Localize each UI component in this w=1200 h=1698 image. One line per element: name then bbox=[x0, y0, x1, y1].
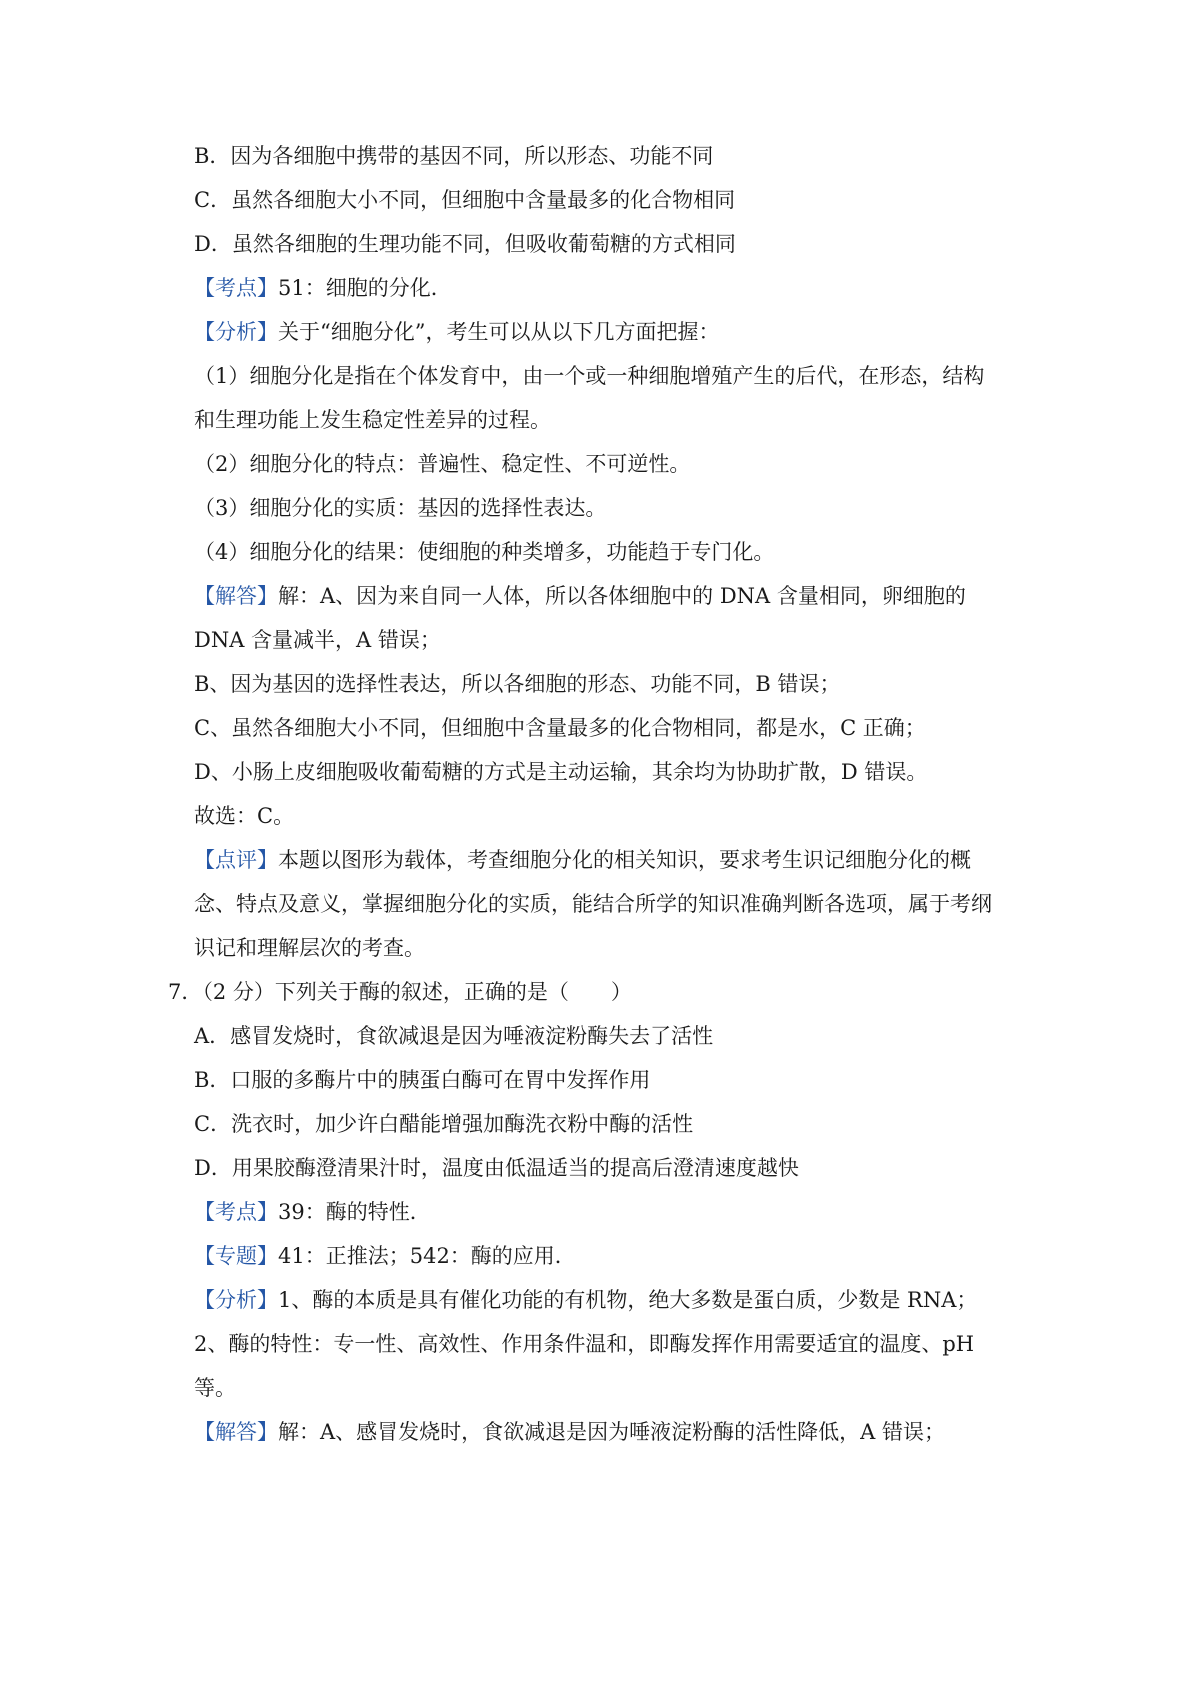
q6-fenxi-p3: （3）细胞分化的实质：基因的选择性表达。 bbox=[194, 496, 607, 520]
q6-fenxi-p1b: 和生理功能上发生稳定性差异的过程。 bbox=[194, 408, 551, 432]
tag-bracket-open: 【 bbox=[194, 1200, 215, 1224]
q6-fenxi-p2: （2）细胞分化的特点：普遍性、稳定性、不可逆性。 bbox=[194, 452, 691, 476]
q6-jieda-d: D、小肠上皮细胞吸收葡萄糖的方式是主动运输，其余均为协助扩散，D 错误。 bbox=[194, 760, 928, 784]
q6-option-c: C．虽然各细胞大小不同，但细胞中含量最多的化合物相同 bbox=[194, 188, 736, 212]
kaodian-text: 51：细胞的分化． bbox=[278, 276, 452, 300]
tag-bracket-close: 】 bbox=[257, 848, 278, 872]
q6-dianping-3: 识记和理解层次的考查。 bbox=[194, 936, 425, 960]
tag-bracket-open: 【 bbox=[194, 1420, 215, 1444]
q7-option-b: B．口服的多酶片中的胰蛋白酶可在胃中发挥作用 bbox=[194, 1068, 651, 1092]
q7-fenxi-2b: 等。 bbox=[194, 1376, 236, 1400]
jieda-tag: 解答 bbox=[215, 1420, 257, 1444]
q6-fenxi-p1a: （1）细胞分化是指在个体发育中，由一个或一种细胞增殖产生的后代，在形态，结构 bbox=[194, 364, 985, 388]
kaodian-text: 39：酶的特性． bbox=[278, 1200, 431, 1224]
kaodian-tag: 考点 bbox=[215, 276, 257, 300]
tag-bracket-close: 】 bbox=[257, 1420, 278, 1444]
q7-zhuanti bbox=[194, 1242, 576, 1270]
q7-fenxi-2a: 2、酶的特性：专一性、高效性、作用条件温和，即酶发挥作用需要适宜的温度、pH bbox=[194, 1332, 975, 1356]
fenxi-text: 关于“细胞分化”，考生可以从以下几方面把握： bbox=[278, 320, 720, 344]
tag-bracket-open: 【 bbox=[194, 320, 215, 344]
fenxi-tag: 分析 bbox=[215, 1288, 257, 1312]
q6-fenxi-p4: （4）细胞分化的结果：使细胞的种类增多，功能趋于专门化。 bbox=[194, 540, 775, 564]
fenxi-tag: 分析 bbox=[215, 320, 257, 344]
tag-bracket-close: 】 bbox=[257, 1244, 278, 1268]
q6-kaodian bbox=[194, 274, 452, 302]
q6-jieda-c: C、虽然各细胞大小不同，但细胞中含量最多的化合物相同，都是水，C 正确； bbox=[194, 716, 926, 740]
q7-fenxi bbox=[194, 1286, 977, 1314]
q6-dianping-2: 念、特点及意义，掌握细胞分化的实质，能结合所学的知识准确判断各选项，属于考纲 bbox=[194, 892, 992, 916]
q7-option-a: A．感冒发烧时，食欲减退是因为唾液淀粉酶失去了活性 bbox=[194, 1024, 714, 1048]
q7-option-d: D．用果胶酶澄清果汁时，温度由低温适当的提高后澄清速度越快 bbox=[194, 1156, 799, 1180]
q7-stem: 7．（2 分）下列关于酶的叙述，正确的是（ ） bbox=[168, 980, 632, 1004]
jieda-tag: 解答 bbox=[215, 584, 257, 608]
dianping-text: 本题以图形为载体，考查细胞分化的相关知识，要求考生识记细胞分化的概 bbox=[278, 848, 971, 872]
q6-option-d: D．虽然各细胞的生理功能不同，但吸收葡萄糖的方式相同 bbox=[194, 232, 736, 256]
jieda-text: 解：A、感冒发烧时，食欲减退是因为唾液淀粉酶的活性降低，A 错误； bbox=[278, 1420, 946, 1444]
q6-dianping bbox=[194, 846, 971, 874]
jieda-text: 解：A、因为来自同一人体，所以各体细胞中的 DNA 含量相同，卵细胞的 bbox=[278, 584, 966, 608]
tag-bracket-open: 【 bbox=[194, 1288, 215, 1312]
tag-bracket-open: 【 bbox=[194, 1244, 215, 1268]
q6-jieda bbox=[194, 582, 966, 610]
kaodian-tag: 考点 bbox=[215, 1200, 257, 1224]
q7-kaodian bbox=[194, 1198, 431, 1226]
q6-jieda-a2: DNA 含量减半，A 错误； bbox=[194, 628, 441, 652]
q7-option-c: C．洗衣时，加少许白醋能增强加酶洗衣粉中酶的活性 bbox=[194, 1112, 694, 1136]
tag-bracket-close: 】 bbox=[257, 1288, 278, 1312]
q6-option-b: B．因为各细胞中携带的基因不同，所以形态、功能不同 bbox=[194, 144, 714, 168]
tag-bracket-open: 【 bbox=[194, 848, 215, 872]
zhuanti-tag: 专题 bbox=[215, 1244, 257, 1268]
tag-bracket-close: 】 bbox=[257, 584, 278, 608]
q6-guxuan: 故选：C。 bbox=[194, 804, 295, 828]
q7-jieda bbox=[194, 1418, 945, 1446]
tag-bracket-close: 】 bbox=[257, 276, 278, 300]
tag-bracket-close: 】 bbox=[257, 1200, 278, 1224]
dianping-tag: 点评 bbox=[215, 848, 257, 872]
zhuanti-text: 41：正推法；542：酶的应用． bbox=[278, 1244, 576, 1268]
tag-bracket-open: 【 bbox=[194, 276, 215, 300]
q6-jieda-b: B、因为基因的选择性表达，所以各细胞的形态、功能不同，B 错误； bbox=[194, 672, 841, 696]
q6-fenxi bbox=[194, 318, 719, 346]
fenxi-text: 1、酶的本质是具有催化功能的有机物，绝大多数是蛋白质，少数是 RNA； bbox=[278, 1288, 978, 1312]
tag-bracket-close: 】 bbox=[257, 320, 278, 344]
tag-bracket-open: 【 bbox=[194, 584, 215, 608]
